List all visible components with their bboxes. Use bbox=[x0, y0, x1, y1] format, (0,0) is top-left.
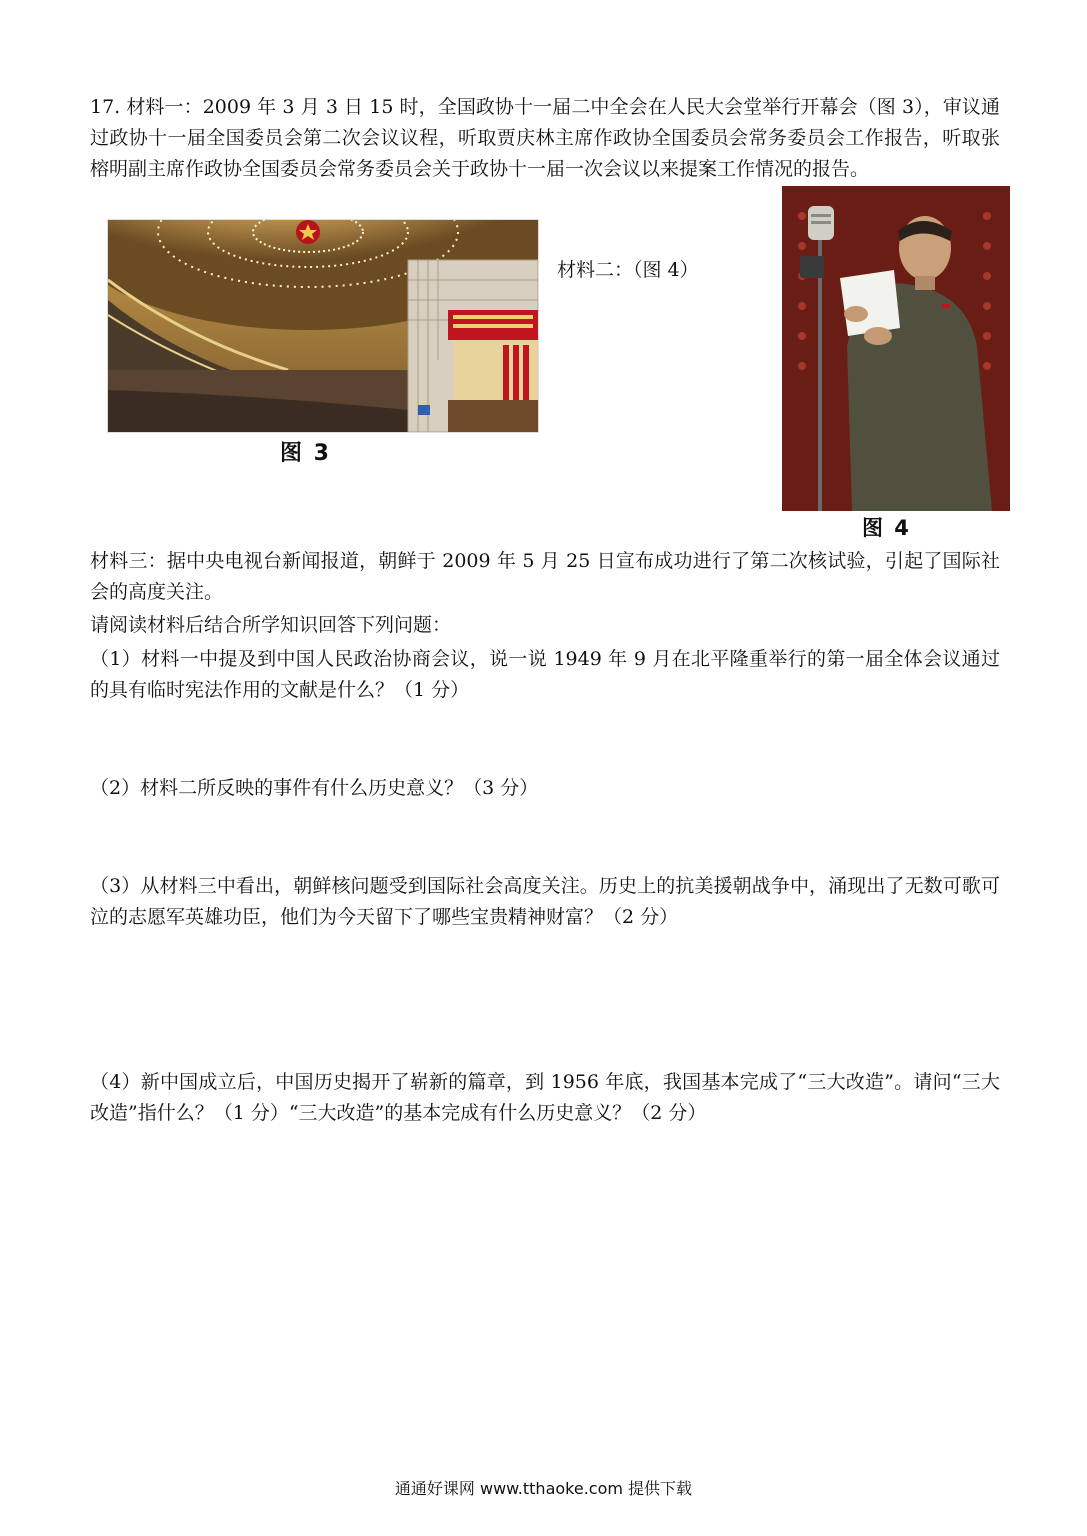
question-4: （4）新中国成立后，中国历史揭开了崭新的篇章，到 1956 年底，我国基本完成了“三大改造”。请问“三大改造”指什么？（1 分）“三大改造”的基本完成有什么历史意义？（2 分） bbox=[90, 1071, 1000, 1124]
question-3: （3）从材料三中看出，朝鲜核问题受到国际社会高度关注。历史上的抗美援朝战争中，涌现出了无数可歌可泣的志愿军英雄功臣，他们为今天留下了哪些宝贵精神财富？（2 分） bbox=[90, 875, 1000, 928]
figure-4-photo bbox=[782, 186, 1010, 511]
figure-3-hall-image bbox=[107, 219, 539, 433]
question-1: （1）材料一中提及到中国人民政治协商会议，说一说 1949 年 9 月在北平隆重举行的第一届全体会议通过的具有临时宪法作用的文献是什么？（1 分） bbox=[90, 648, 1000, 701]
material-1-text: 17. 材料一：2009 年 3 月 3 日 15 时，全国政协十一届二中全会在人民大会堂举行开幕会（图 3），审议通过政协十一届全国委员会第二次会议议程，听取贾庆林主席作政协全国委员会常务委员会工作报告，听取张榕明副主席作政协全国委员会常务委员会关于政协十一届一次会议以来提案工作情况的报告。 bbox=[90, 96, 1000, 180]
figure-4-caption: 图 4 bbox=[862, 516, 911, 540]
material-3-text: 材料三：据中央电视台新闻报道，朝鲜于 2009 年 5 月 25 日宣布成功进行了第二次核试验，引起了国际社会的高度关注。 bbox=[90, 550, 1000, 603]
figure-3-caption: 图 3 bbox=[280, 441, 331, 466]
question-2: （2）材料二所反映的事件有什么历史意义？（3 分） bbox=[90, 777, 539, 799]
material-2-label: 材料二：（图 4） bbox=[557, 259, 699, 281]
footer-source: 通通好课网 www.tthaoke.com 提供下载 bbox=[394, 1479, 693, 1498]
instruction-text: 请阅读材料后结合所学知识回答下列问题： bbox=[90, 614, 452, 636]
